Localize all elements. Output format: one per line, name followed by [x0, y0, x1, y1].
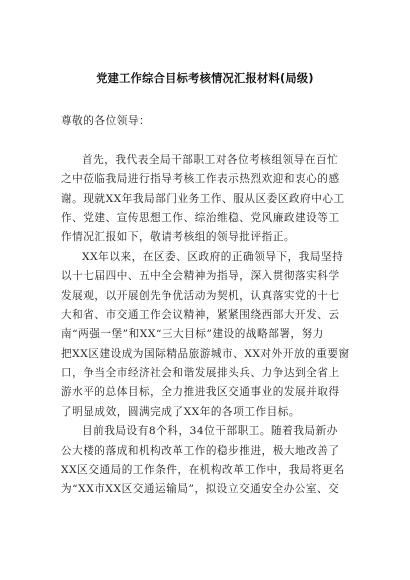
body-line: 为“XX市XX区交通运输局”，拟设立交通安全办公室、交 — [61, 483, 340, 496]
body-line: 了明显成效，圆满完成了XX年的各项工作目标。 — [61, 405, 301, 418]
body-line: 发展观，以开展创先争优活动为契机，认真落实党的十七 — [61, 289, 340, 302]
body-line: 谢。现就XX年我局部门业务工作、服从区委区政府中心工 — [61, 192, 345, 205]
document-title: 党建工作综合目标考核情况汇报材料(局级) — [96, 72, 314, 85]
body-line: 游水平的总体目标，全力推进我区交通事业的发展并取得 — [61, 386, 340, 399]
document-body — [61, 112, 351, 500]
body-line: 以十七届四中、五中全会精神为指导，深入贯彻落实科学 — [61, 270, 340, 283]
body-line: 之中莅临我局进行指导考核工作表示热烈欢迎和衷心的感 — [61, 173, 340, 186]
greeting-line: 尊敬的各位领导： — [61, 115, 151, 127]
blank-line — [61, 131, 351, 150]
body-line: 南“两强一堡”和XX“三大目标”建设的战略部署，努力 — [61, 328, 324, 341]
body-line: 口，争当全市经济社会和谐发展排头兵、力争达到全省上 — [61, 367, 340, 380]
body-line: XX区交通局的工作条件，在机构改革工作中，我局将更名 — [61, 464, 345, 477]
body-line: 作情况汇报如下，敬请考核组的领导批评指正。 — [61, 231, 296, 244]
body-line: XX年以来，在区委、区政府的正确领导下，我局坚持 — [82, 250, 344, 263]
body-line: 公大楼的落成和机构改革工作的稳步推进，极大地改善了 — [61, 444, 340, 457]
body-line: 首先，我代表全局干部职工对各位考核组领导在百忙 — [82, 153, 339, 166]
body-line: 把XX区建设成为国际精品旅游城市、XX对外开放的重要窗 — [61, 347, 350, 360]
body-line: 作、党建、宣传思想工作、综治维稳、党风廉政建设等工 — [61, 211, 340, 224]
body-line: 目前我局设有8个科，34位干部职工。随着我局新办 — [82, 425, 338, 438]
body-line: 大和省、市交通工作会议精神，紧紧围绕西部大开发、云 — [61, 308, 340, 321]
